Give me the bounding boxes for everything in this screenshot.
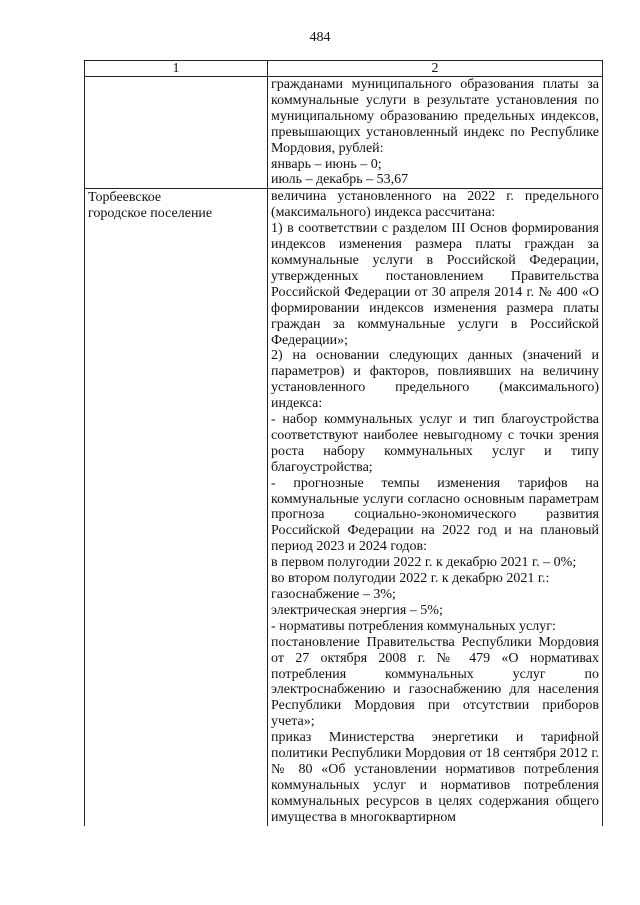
paragraph: во втором полугодии 2022 г. к декабрю 2021 г.:	[271, 571, 550, 587]
paragraph: 2) на основании следующих данных (значений и параметров) и факторов, повлиявших на величину установленного предельного (максимального) индекса:	[271, 348, 599, 412]
row1-municipality-cell	[85, 77, 268, 189]
paragraph: в первом полугодии 2022 г. к декабрю 2021 г. – 0%;	[271, 555, 577, 571]
paragraph: газоснабжение – 3%;	[271, 587, 396, 602]
paragraph: 1) в соответствии с разделом III Основ формирования индексов изменения размера платы граждан за коммунальные услуги в Российской Федерации, утвержденных постановлением Правительства Российской Федерации от 30 апреля 2014 г. № 400 «О формировании индексов изменения размера платы граждан за коммунальные услуги в Российской Федерации»;	[271, 221, 599, 348]
paragraph: - нормативы потребления коммунальных услуг:	[271, 618, 556, 634]
paragraph: - набор коммунальных услуг и тип благоустройства соответствуют наиболее невыгодному с точки зрения роста набору коммунальных услуг и типу благоустройства;	[271, 412, 599, 475]
column-header-1: 1	[85, 61, 268, 77]
column-header-2: 2	[268, 61, 603, 77]
table-row	[85, 77, 603, 189]
paragraph: - прогнозные темпы изменения тарифов на коммунальные услуги согласно основным параметрам прогноза социально-экономического развития Российской Федерации на 2022 год и на плановый период 2023 и 2024 годов:	[271, 475, 599, 555]
document-table	[84, 60, 603, 826]
paragraph: июль – декабрь – 53,67	[271, 172, 409, 188]
paragraph: величина установленного на 2022 г. предельного (максимального) индекса рассчитана:	[271, 189, 599, 221]
paragraph: январь – июнь – 0;	[271, 156, 382, 172]
municipality-name-line: городское поселение	[88, 206, 213, 222]
municipality-name-line: Торбеевское	[88, 190, 162, 206]
row1-description-cell	[268, 77, 603, 189]
table-row	[85, 189, 603, 826]
row2-municipality-cell	[85, 189, 268, 826]
paragraph: приказ Министерства энергетики и тарифной политики Республики Мордовия от 18 сентября 2012 г. № 80 «Об установлении нормативов потребления коммунальных услуг и нормативов потребления коммунальных ресурсов в целях содержания общего имущества в многоквартирном	[271, 730, 599, 825]
table-header-row	[85, 61, 603, 77]
paragraph: гражданами муниципального образования платы за коммунальные услуги в результате установления по муниципальному образованию предельных индексов, превышающих установленный индекс по Республике Мордовия, рублей:	[271, 77, 599, 156]
paragraph: постановление Правительства Республики Мордовия от 27 октября 2008 г. № 479 «О нормативах потребления коммунальных услуг по электроснабжению и газоснабжению для населения Республики Мордовия при отсутствии приборов учета»;	[271, 634, 599, 730]
page-number: 484	[309, 30, 331, 45]
paragraph: электрическая энергия – 5%;	[271, 602, 443, 618]
row2-description-cell	[268, 189, 603, 826]
